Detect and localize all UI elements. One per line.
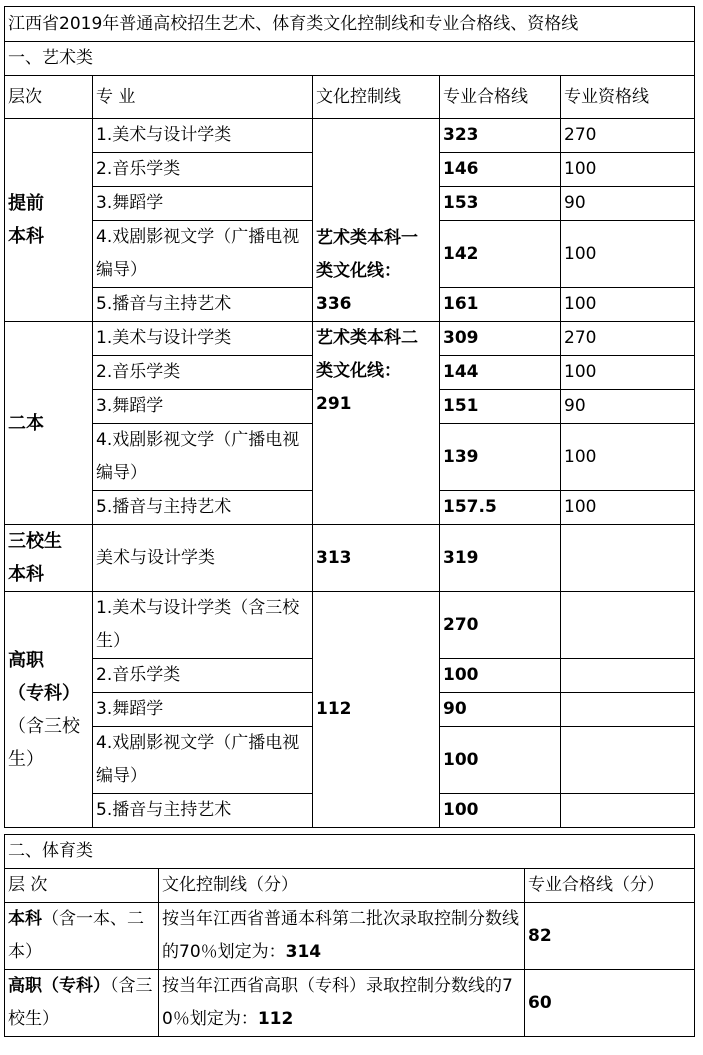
header-major: 专 业 xyxy=(93,76,313,119)
pass-cell: 319 xyxy=(440,525,561,592)
sport-level-rest: （含一本、二本） xyxy=(8,909,144,962)
culture-line: 艺术类本科二 xyxy=(316,328,418,348)
sport-header-level: 层 次 xyxy=(5,869,159,903)
major-cell: 3.舞蹈学 xyxy=(93,187,313,221)
pass-cell: 161 xyxy=(440,288,561,322)
sport-level-bold: 高职（专科） xyxy=(8,976,110,996)
sport-section-label: 二、体育类 xyxy=(5,835,695,869)
major-cell: 美术与设计学类 xyxy=(93,525,313,592)
sport-level-bold: 本科 xyxy=(8,909,42,929)
culture-tiqian xyxy=(313,119,440,322)
qual-cell: 90 xyxy=(561,390,695,424)
sport-level-cell xyxy=(5,903,159,970)
major-cell: 2.音乐学类 xyxy=(93,659,313,693)
level-line: （专科） xyxy=(8,682,80,704)
document-title: 江西省2019年普通高校招生艺术、体育类文化控制线和专业合格线、资格线 xyxy=(5,7,695,42)
major-cell: 2.音乐学类 xyxy=(93,153,313,187)
art-header-row xyxy=(5,76,695,119)
qual-cell: 270 xyxy=(561,119,695,153)
pass-cell: 323 xyxy=(440,119,561,153)
qual-cell: 100 xyxy=(561,356,695,390)
qual-cell xyxy=(561,794,695,828)
pass-cell: 151 xyxy=(440,390,561,424)
major-cell: 4.戏剧影视文学（广播电视编导） xyxy=(93,221,313,288)
header-level: 层次 xyxy=(5,76,93,119)
major-cell: 5.播音与主持艺术 xyxy=(93,288,313,322)
pass-cell: 144 xyxy=(440,356,561,390)
table-row xyxy=(5,970,695,1037)
level-erben: 二本 xyxy=(5,322,93,525)
qual-cell xyxy=(561,592,695,659)
culture-erben xyxy=(313,322,440,525)
major-cell: 3.舞蹈学 xyxy=(93,693,313,727)
culture-line: 艺术类本科一 xyxy=(316,228,418,248)
sport-header-row xyxy=(5,869,695,903)
level-line: 提前 xyxy=(8,193,44,214)
culture-sanxiao: 313 xyxy=(313,525,440,592)
sport-desc-cell xyxy=(159,970,525,1037)
table-row xyxy=(5,322,695,356)
art-table xyxy=(4,6,695,828)
sport-header-culture: 文化控制线（分） xyxy=(159,869,525,903)
pass-cell: 153 xyxy=(440,187,561,221)
pass-cell: 90 xyxy=(440,693,561,727)
pass-cell: 146 xyxy=(440,153,561,187)
qual-cell: 100 xyxy=(561,424,695,491)
qual-cell: 100 xyxy=(561,153,695,187)
header-culture: 文化控制线 xyxy=(313,76,440,119)
art-section-label: 一、艺术类 xyxy=(5,42,695,76)
major-cell: 4.戏剧影视文学（广播电视编导） xyxy=(93,727,313,794)
pass-cell: 157.5 xyxy=(440,491,561,525)
sport-level-cell xyxy=(5,970,159,1037)
qual-cell: 90 xyxy=(561,187,695,221)
level-line: 本科 xyxy=(8,226,44,247)
qual-cell xyxy=(561,693,695,727)
pass-cell: 100 xyxy=(440,727,561,794)
level-gaozhi xyxy=(5,592,93,828)
level-line: 本科 xyxy=(8,564,44,585)
qual-cell xyxy=(561,727,695,794)
major-cell: 1.美术与设计学类 xyxy=(93,119,313,153)
level-sanxiao xyxy=(5,525,93,592)
major-cell: 2.音乐学类 xyxy=(93,356,313,390)
sport-desc-value: 112 xyxy=(257,1009,294,1029)
qual-cell: 100 xyxy=(561,288,695,322)
header-pass: 专业合格线 xyxy=(440,76,561,119)
qual-cell: 270 xyxy=(561,322,695,356)
pass-cell: 270 xyxy=(440,592,561,659)
qual-cell: 100 xyxy=(561,491,695,525)
major-cell: 1.美术与设计学类（含三校生） xyxy=(93,592,313,659)
sport-desc-text: 按当年江西省高职（专科）录取控制分数线的70％划定为： xyxy=(162,976,513,1029)
major-cell: 3.舞蹈学 xyxy=(93,390,313,424)
pass-cell: 100 xyxy=(440,794,561,828)
culture-line: 类文化线： xyxy=(316,261,401,281)
culture-gaozhi: 112 xyxy=(313,592,440,828)
sport-pass-cell: 82 xyxy=(525,903,695,970)
level-line: （含三校 xyxy=(8,715,80,737)
major-cell: 1.美术与设计学类 xyxy=(93,322,313,356)
pass-cell: 139 xyxy=(440,424,561,491)
qual-cell xyxy=(561,659,695,693)
major-cell: 5.播音与主持艺术 xyxy=(93,794,313,828)
table-row xyxy=(5,525,695,592)
sport-table xyxy=(4,834,695,1037)
score-document xyxy=(4,6,694,1037)
major-cell: 5.播音与主持艺术 xyxy=(93,491,313,525)
sport-desc-cell xyxy=(159,903,525,970)
culture-value: 336 xyxy=(316,294,352,314)
qual-cell xyxy=(561,525,695,592)
sport-desc-text: 按当年江西省普通本科第二批次录取控制分数线的70％划定为： xyxy=(162,909,519,962)
pass-cell: 309 xyxy=(440,322,561,356)
qual-cell: 100 xyxy=(561,221,695,288)
culture-line: 类文化线： xyxy=(316,361,401,381)
sport-desc-value: 314 xyxy=(285,942,322,962)
header-qual: 专业资格线 xyxy=(561,76,695,119)
sport-level-rest: （含三校生） xyxy=(8,976,153,1029)
sport-pass-cell: 60 xyxy=(525,970,695,1037)
sport-header-pass: 专业合格线（分） xyxy=(525,869,695,903)
table-row xyxy=(5,592,695,659)
table-row xyxy=(5,903,695,970)
level-line: 生） xyxy=(8,748,44,770)
major-cell: 4.戏剧影视文学（广播电视编导） xyxy=(93,424,313,491)
level-line: 高职 xyxy=(8,649,44,671)
level-tiqian xyxy=(5,119,93,322)
level-line: 三校生 xyxy=(8,531,62,552)
pass-cell: 100 xyxy=(440,659,561,693)
pass-cell: 142 xyxy=(440,221,561,288)
table-row xyxy=(5,119,695,153)
culture-value: 291 xyxy=(316,394,352,414)
